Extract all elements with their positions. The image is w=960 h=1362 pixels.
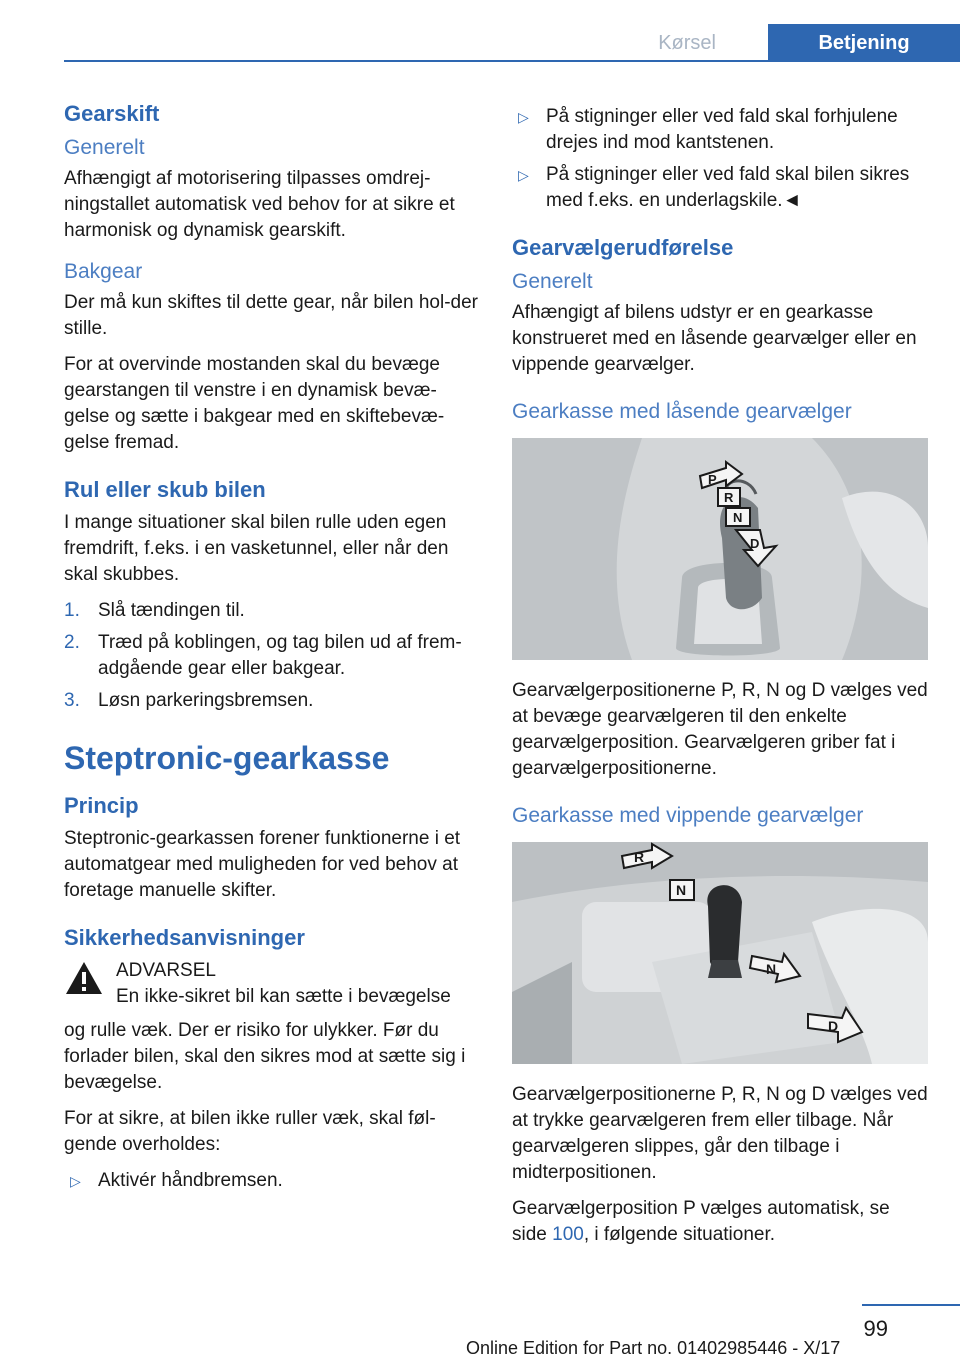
heading-vippende: Gearkasse med vippende gearvælger xyxy=(512,804,864,827)
gear-label-n: N xyxy=(733,510,743,525)
footer-rule xyxy=(862,1304,960,1306)
heading-princip: Princip xyxy=(64,793,139,818)
bakgear-text-1: Der må kun skiftes til dette gear, når bilen hol-der stille. xyxy=(64,292,478,339)
list-item xyxy=(64,688,480,714)
step-text: Slå tændingen til. xyxy=(98,600,245,621)
generelt-text: Afhængigt af motorisering tilpasses omdrej-ningstallet automatisk ved behov for at sikre et harmonisk og dynamisk gearskift. xyxy=(64,168,455,241)
final-text-pre: Gearvælgerposition P vælges automatisk, se side xyxy=(512,1198,890,1245)
warning-title: ADVARSEL xyxy=(116,960,216,981)
list-item xyxy=(64,598,480,624)
heading-udforelse: Gearvælgerudførelse xyxy=(512,235,734,260)
page-link[interactable]: 100 xyxy=(552,1224,584,1245)
list-item xyxy=(64,1168,480,1194)
warning-lead: En ikke-sikret bil kan sætte i bevægelse xyxy=(116,986,451,1007)
gear-label-r: R xyxy=(634,849,645,865)
tab-korsel[interactable]: Kørsel xyxy=(658,32,716,54)
laasende-text: Gearvælgerpositionerne P, R, N og D vælges ved at bevæge gearvælgeren til den enkelte gearvælgerposition. Gearvælgeren griber fat i gearvælgerpositionerne. xyxy=(512,680,928,779)
warning-block xyxy=(64,958,480,1012)
heading-laasende: Gearkasse med låsende gearvælger xyxy=(512,400,852,423)
generelt-right-text: Afhængigt af bilens udstyr er en gearkasse konstrueret med en låsende gearvælger eller en vippende gearvælger. xyxy=(512,302,917,375)
gear-label-p: P xyxy=(708,472,717,487)
bullet-text: Aktivér håndbremsen. xyxy=(98,1170,283,1191)
tab-betjening[interactable]: Betjening xyxy=(768,24,960,62)
final-text-post: , i følgende situationer. xyxy=(583,1224,776,1245)
step-number: 2. xyxy=(64,632,80,653)
triangle-bullet-icon: ▷ xyxy=(518,167,529,183)
warning-icon xyxy=(64,960,104,996)
rul-text: I mange situationer skal bilen rulle uden egen fremdrift, f.eks. i en vasketunnel, eller når den skal skubbes. xyxy=(64,512,449,585)
triangle-bullet-icon: ▷ xyxy=(70,1173,81,1189)
edition-text: Online Edition for Part no. 01402985446 - X/17 xyxy=(466,1338,841,1358)
triangle-bullet-icon: ▷ xyxy=(518,109,529,125)
step-number: 1. xyxy=(64,600,80,621)
bullet-list xyxy=(64,1168,480,1194)
heading-steptronic: Steptronic-gearkasse xyxy=(64,740,390,776)
vippende-text: Gearvælgerpositionerne P, R, N og D vælges ved at trykke gearvælgeren frem eller tilbage. Når gearvælgeren slippes, går den tilbage i midterpositionen. xyxy=(512,1084,928,1183)
heading-bakgear: Bakgear xyxy=(64,260,143,283)
gear-label-d: D xyxy=(750,536,760,551)
heading-generelt: Generelt xyxy=(64,136,145,159)
gear-label-n: N xyxy=(676,882,687,898)
list-item xyxy=(512,104,928,156)
monostable-gear-selector-image xyxy=(512,842,928,1064)
step-text: Løsn parkeringsbremsen. xyxy=(98,690,314,711)
secure-text: For at sikre, at bilen ikke ruller væk, skal føl-gende overholdes: xyxy=(64,1108,436,1155)
final-text xyxy=(512,1196,928,1248)
warning-text: og rulle væk. Der er risiko for ulykker. Før du forlader bilen, skal den sikres mod at sætte sig i bevægelse. xyxy=(64,1020,466,1093)
steps-list xyxy=(64,598,480,714)
list-item xyxy=(64,630,480,682)
page-number: 99 xyxy=(863,1316,888,1341)
bullet-text: På stigninger eller ved fald skal bilen sikres med f.eks. en underlagskile.◄ xyxy=(546,164,910,211)
gear-label-r: R xyxy=(724,490,734,505)
heading-rul-skub: Rul eller skub bilen xyxy=(64,477,266,502)
bakgear-text-2: For at overvinde mostanden skal du bevæge gearstangen til venstre i en dynamisk bevæ-gelse og sætte i bakgear med en skiftebevæ-gelse fremad. xyxy=(64,354,445,453)
step-text: Træd på koblingen, og tag bilen ud af frem-adgående gear eller bakgear. xyxy=(98,632,462,679)
heading-gearskift: Gearskift xyxy=(64,101,160,126)
gear-label-n: N xyxy=(766,961,777,977)
locking-gear-selector-image xyxy=(512,438,928,660)
princip-text: Steptronic-gearkassen forener funktionerne i et automatgear med muligheden for ved behov at foretage manuelle skifter. xyxy=(64,828,461,901)
left-column xyxy=(64,100,480,1204)
header-rule xyxy=(64,60,960,62)
list-item xyxy=(512,162,928,214)
right-column xyxy=(512,104,928,1258)
heading-sikkerhed: Sikkerhedsanvisninger xyxy=(64,925,305,950)
bullet-text: På stigninger eller ved fald skal forhjulene drejes ind mod kantstenen. xyxy=(546,106,898,153)
gear-label-d: D xyxy=(828,1018,839,1034)
bullet-list xyxy=(512,104,928,214)
heading-generelt-right: Generelt xyxy=(512,270,593,293)
step-number: 3. xyxy=(64,690,80,711)
